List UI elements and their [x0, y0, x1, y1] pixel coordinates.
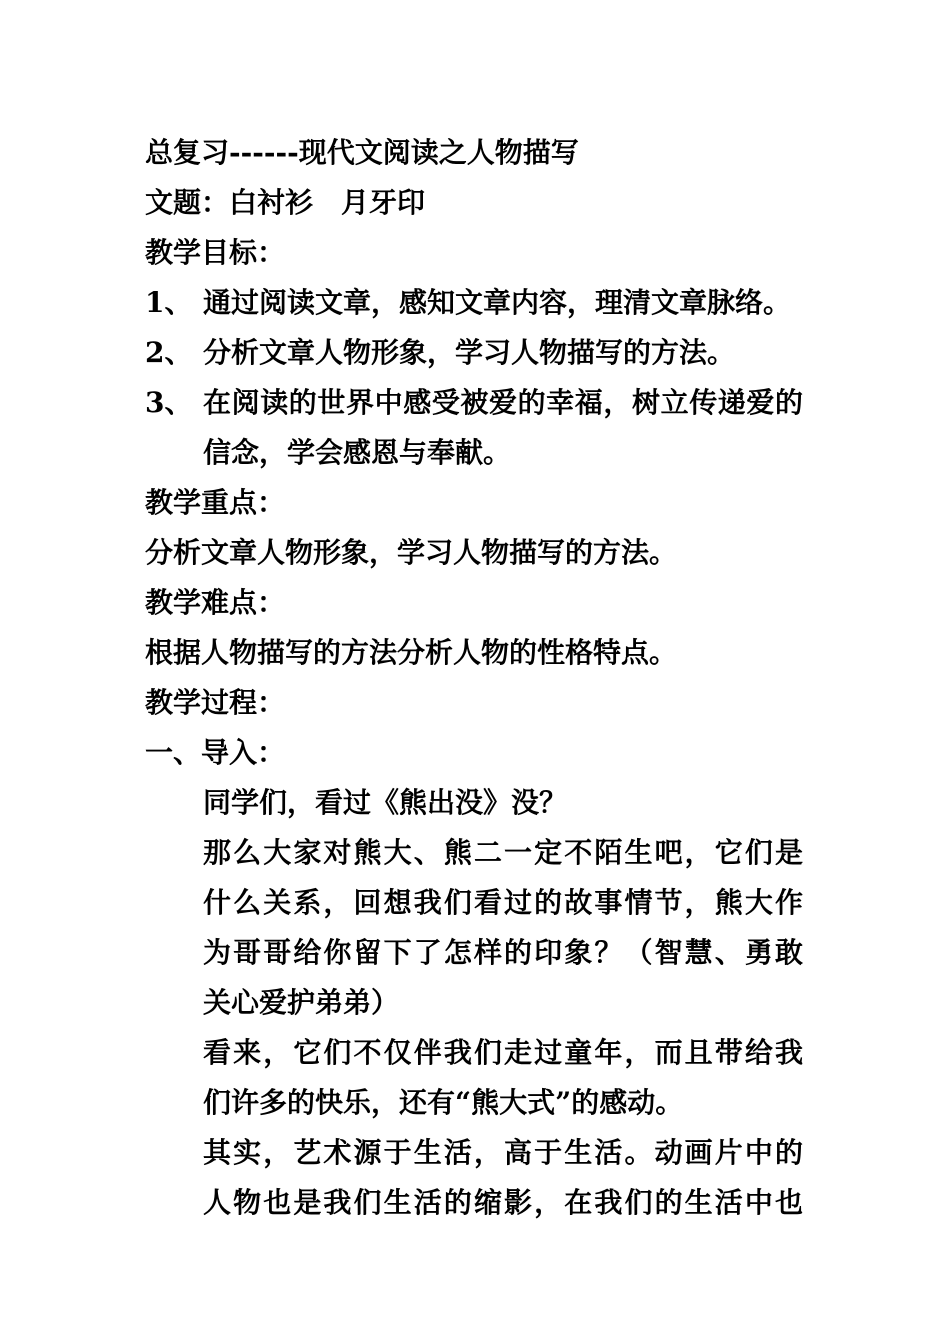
goal-3-text-line-1: 在阅读的世界中感受被爱的幸福，树立传递爱的 [203, 386, 803, 419]
key-heading: 教学重点： [145, 486, 286, 519]
doc-title: 总复习------现代文阅读之人物描写 [145, 136, 579, 169]
intro-paragraph-4-line-1: 其实，艺术源于生活，高于生活。动画片中的 [203, 1136, 803, 1169]
goal-1-number: 1、 [145, 286, 193, 319]
goal-3-text-line-2: 信念，学会感恩与奉献。 [203, 436, 512, 469]
doc-subject: 文题：白衬衫 月牙印 [145, 186, 426, 219]
difficulty-heading: 教学难点： [145, 586, 286, 619]
intro-paragraph-2-line-4: 关心爱护弟弟） [203, 986, 400, 1019]
intro-paragraph-1-line-1: 同学们，看过《熊出没》没？ [203, 786, 568, 819]
goal-3-number: 3、 [145, 386, 193, 419]
goal-2-number: 2、 [145, 336, 193, 369]
section-1-heading: 一、导入： [145, 736, 286, 769]
intro-paragraph-2-line-1: 那么大家对熊大、熊二一定不陌生吧，它们是 [203, 836, 803, 869]
intro-paragraph-2-line-3: 为哥哥给你留下了怎样的印象？（智慧、勇敢 [203, 936, 803, 969]
key-text: 分析文章人物形象，学习人物描写的方法。 [145, 536, 678, 569]
difficulty-text: 根据人物描写的方法分析人物的性格特点。 [145, 636, 678, 669]
goals-heading: 教学目标： [145, 236, 286, 269]
intro-paragraph-3-line-2: 们许多的快乐，还有“熊大式”的感动。 [203, 1086, 684, 1119]
intro-paragraph-2-line-2: 什么关系，回想我们看过的故事情节，熊大作 [203, 886, 803, 919]
intro-paragraph-3-line-1: 看来，它们不仅伴我们走过童年，而且带给我 [203, 1036, 803, 1069]
goal-1-text: 通过阅读文章，感知文章内容，理清文章脉络。 [203, 286, 792, 319]
goal-2-text: 分析文章人物形象，学习人物描写的方法。 [203, 336, 736, 369]
intro-paragraph-4-line-2: 人物也是我们生活的缩影，在我们的生活中也 [203, 1186, 803, 1219]
process-heading: 教学过程： [145, 686, 286, 719]
